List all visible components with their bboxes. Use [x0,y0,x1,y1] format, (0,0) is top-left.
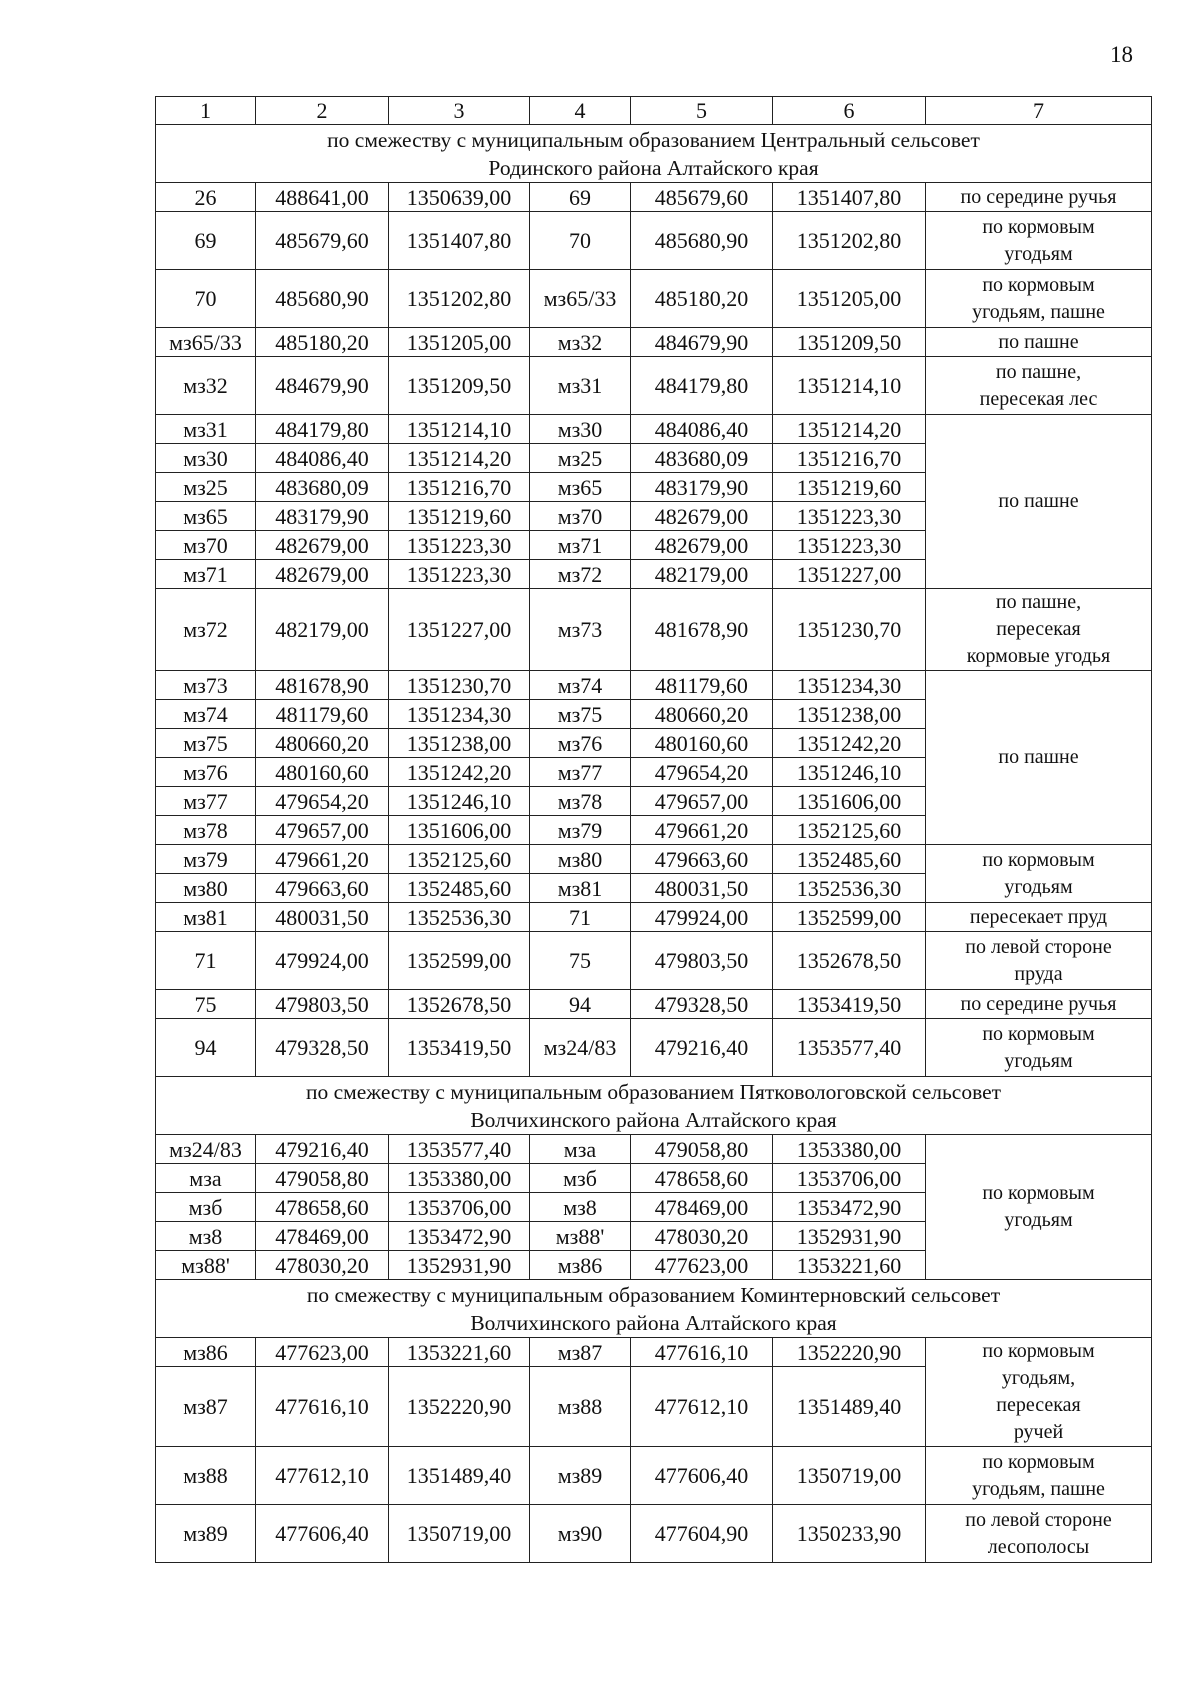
cell-x-to: 477612,10 [631,1367,773,1447]
cell-y-to: 1351238,00 [773,700,926,729]
description-line: по пашне, [995,360,1082,383]
cell-y-from: 1352485,60 [389,874,530,903]
cell-point-from: мз87 [156,1367,256,1447]
description-line: угодьям, пашне [972,1477,1105,1500]
table-row [156,1135,1152,1164]
cell-x-from: 484679,90 [256,357,389,415]
cell-point-from: 70 [156,270,256,328]
cell-point-from: мз80 [156,874,256,903]
cell-x-from: 485180,20 [256,328,389,357]
cell-y-from: 1350639,00 [389,183,530,212]
cell-point-from: мз75 [156,729,256,758]
description-line: угодьям, пашне [972,300,1105,323]
description-line: ручей [1013,1421,1064,1443]
cell-point-to: мз75 [530,700,631,729]
cell-x-from: 483680,09 [256,473,389,502]
cell-y-to: 1351202,80 [773,212,926,270]
cell-y-from: 1350719,00 [389,1505,530,1563]
cell-y-to: 1351219,60 [773,473,926,502]
cell-y-from: 1353419,50 [389,1019,530,1077]
description-line: по кормовым [982,1022,1095,1045]
cell-boundary-description [926,270,1152,328]
table-row [156,671,1152,700]
cell-boundary-description [926,415,1152,589]
cell-boundary-description [926,990,1152,1019]
cell-point-to: мз80 [530,845,631,874]
cell-y-to: 1352536,30 [773,874,926,903]
cell-x-to: 483680,09 [631,444,773,473]
cell-point-to: мз25 [530,444,631,473]
cell-point-from: мз25 [156,473,256,502]
cell-x-from: 479216,40 [256,1135,389,1164]
cell-y-from: 1351209,50 [389,357,530,415]
cell-y-to: 1353380,00 [773,1135,926,1164]
cell-x-from: 482679,00 [256,531,389,560]
cell-point-to: мз73 [530,589,631,671]
cell-x-from: 478030,20 [256,1251,389,1280]
cell-y-from: 1351202,80 [389,270,530,328]
cell-y-from: 1353380,00 [389,1164,530,1193]
cell-x-from: 483179,90 [256,502,389,531]
cell-point-from: мз31 [156,415,256,444]
cell-boundary-description [926,845,1152,903]
page-number: 18 [1110,42,1133,67]
cell-x-to: 483179,90 [631,473,773,502]
cell-point-from: мз65 [156,502,256,531]
cell-point-to: мз32 [530,328,631,357]
section-title [156,125,1152,183]
column-number: 4 [530,97,631,125]
cell-x-to: 478469,00 [631,1193,773,1222]
cell-x-to: 479661,20 [631,816,773,845]
cell-point-to: мз88 [530,1367,631,1447]
cell-point-from: 69 [156,212,256,270]
cell-x-from: 479924,00 [256,932,389,990]
cell-y-from: 1351214,20 [389,444,530,473]
column-number: 6 [773,97,926,125]
table-row [156,1505,1152,1563]
cell-y-to: 1353419,50 [773,990,926,1019]
description-line: пруда [1014,962,1063,985]
table-row [156,270,1152,328]
column-number: 7 [926,97,1152,125]
section-title [156,1077,1152,1135]
cell-point-from: мз32 [156,357,256,415]
cell-y-to: 1351223,30 [773,531,926,560]
cell-x-from: 479803,50 [256,990,389,1019]
cell-y-from: 1351407,80 [389,212,530,270]
cell-point-to: мз72 [530,560,631,589]
cell-y-from: 1351223,30 [389,531,530,560]
cell-x-to: 480160,60 [631,729,773,758]
description-line: угодьям [1004,242,1073,265]
cell-y-to: 1351216,70 [773,444,926,473]
description-line: по левой стороне [965,935,1112,958]
cell-point-to: мз81 [530,874,631,903]
cell-point-to: мза [530,1135,631,1164]
description-line: по кормовым [982,1182,1095,1204]
cell-x-from: 488641,00 [256,183,389,212]
cell-x-from: 479661,20 [256,845,389,874]
column-number: 3 [389,97,530,125]
cell-x-from: 480160,60 [256,758,389,787]
section-title-line: Волчихинского района Алтайского края [470,1107,837,1132]
cell-y-from: 1353472,90 [389,1222,530,1251]
cell-x-to: 479328,50 [631,990,773,1019]
cell-point-to: 69 [530,183,631,212]
cell-x-from: 479663,60 [256,874,389,903]
cell-point-from: мз70 [156,531,256,560]
section-header-row [156,125,1152,183]
cell-x-to: 480031,50 [631,874,773,903]
cell-x-from: 479328,50 [256,1019,389,1077]
cell-x-to: 485679,60 [631,183,773,212]
cell-x-from: 479657,00 [256,816,389,845]
cell-boundary-description [926,1505,1152,1563]
description-line: по пашне [998,490,1079,512]
table-row [156,357,1152,415]
cell-point-to: мз79 [530,816,631,845]
cell-point-from: мз24/83 [156,1135,256,1164]
description-line: угодьям [1004,1209,1073,1231]
cell-boundary-description [926,183,1152,212]
cell-point-to: мзб [530,1164,631,1193]
cell-y-from: 1351227,00 [389,589,530,671]
cell-x-from: 484179,80 [256,415,389,444]
cell-point-to: мз90 [530,1505,631,1563]
table-row [156,328,1152,357]
cell-point-to: мз8 [530,1193,631,1222]
section-title-line: Волчихинского района Алтайского края [470,1310,837,1335]
cell-boundary-description [926,357,1152,415]
cell-point-from: 71 [156,932,256,990]
cell-y-to: 1353221,60 [773,1251,926,1280]
section-header-row [156,1280,1152,1338]
cell-boundary-description [926,328,1152,357]
description-line: кормовые угодья [966,645,1111,667]
column-number-row [156,97,1152,125]
cell-point-from: 94 [156,1019,256,1077]
cell-point-to: мз65 [530,473,631,502]
cell-y-from: 1351223,30 [389,560,530,589]
description-line: пересекая лес [979,387,1098,410]
cell-x-to: 479657,00 [631,787,773,816]
cell-y-from: 1352599,00 [389,932,530,990]
cell-y-to: 1352485,60 [773,845,926,874]
cell-point-to: мз65/33 [530,270,631,328]
description-line: по кормовым [982,1450,1095,1473]
cell-y-to: 1351234,30 [773,671,926,700]
cell-point-to: мз70 [530,502,631,531]
cell-boundary-description [926,1447,1152,1505]
cell-point-to: мз88' [530,1222,631,1251]
cell-x-to: 479663,60 [631,845,773,874]
cell-point-from: 26 [156,183,256,212]
cell-point-from: мза [156,1164,256,1193]
cell-point-to: 94 [530,990,631,1019]
cell-x-from: 479654,20 [256,787,389,816]
cell-boundary-description [926,671,1152,845]
cell-point-from: мз30 [156,444,256,473]
cell-x-from: 477623,00 [256,1338,389,1367]
cell-x-to: 481678,90 [631,589,773,671]
table-row [156,589,1152,671]
cell-y-to: 1351246,10 [773,758,926,787]
cell-y-from: 1351234,30 [389,700,530,729]
cell-x-to: 484086,40 [631,415,773,444]
cell-point-to: мз30 [530,415,631,444]
cell-y-from: 1351216,70 [389,473,530,502]
table-row [156,1447,1152,1505]
cell-y-to: 1351223,30 [773,502,926,531]
cell-point-to: 70 [530,212,631,270]
cell-point-from: мз89 [156,1505,256,1563]
cell-point-to: 71 [530,903,631,932]
section-title [156,1280,1152,1338]
cell-y-from: 1352125,60 [389,845,530,874]
cell-point-to: мз31 [530,357,631,415]
cell-y-to: 1351209,50 [773,328,926,357]
cell-point-to: мз78 [530,787,631,816]
description-line: угодьям, [1001,1367,1076,1389]
cell-point-from: мз72 [156,589,256,671]
cell-x-from: 478658,60 [256,1193,389,1222]
cell-x-from: 481678,90 [256,671,389,700]
description-line: по середине ручья [960,992,1117,1015]
description-line: угодьям [1004,875,1073,898]
cell-point-from: мз71 [156,560,256,589]
cell-y-to: 1350233,90 [773,1505,926,1563]
cell-y-from: 1351205,00 [389,328,530,357]
column-number: 5 [631,97,773,125]
section-title-line: по смежеству с муниципальным образованием Центральный сельсовет [327,127,980,152]
cell-x-from: 477606,40 [256,1505,389,1563]
cell-y-to: 1351407,80 [773,183,926,212]
cell-y-to: 1353577,40 [773,1019,926,1077]
cell-x-to: 479216,40 [631,1019,773,1077]
cell-y-from: 1351606,00 [389,816,530,845]
cell-x-from: 482679,00 [256,560,389,589]
cell-point-from: мз86 [156,1338,256,1367]
cell-y-to: 1352220,90 [773,1338,926,1367]
cell-x-from: 479058,80 [256,1164,389,1193]
cell-y-to: 1351214,10 [773,357,926,415]
description-line: по пашне [998,746,1079,768]
cell-x-from: 480660,20 [256,729,389,758]
cell-boundary-description [926,212,1152,270]
cell-x-to: 484679,90 [631,328,773,357]
description-line: пересекая [996,618,1081,640]
cell-point-from: мз88' [156,1251,256,1280]
cell-point-to: мз86 [530,1251,631,1280]
cell-point-from: мз77 [156,787,256,816]
cell-x-from: 477612,10 [256,1447,389,1505]
column-number: 1 [156,97,256,125]
cell-x-to: 481179,60 [631,671,773,700]
cell-boundary-description [926,1135,1152,1280]
cell-point-from: мз8 [156,1222,256,1251]
cell-point-from: мз76 [156,758,256,787]
table-row [156,212,1152,270]
cell-y-from: 1353577,40 [389,1135,530,1164]
description-line: по середине ручья [960,185,1117,208]
cell-y-from: 1351242,20 [389,758,530,787]
cell-y-from: 1353221,60 [389,1338,530,1367]
cell-x-from: 481179,60 [256,700,389,729]
cell-y-to: 1351205,00 [773,270,926,328]
description-line: по пашне, [995,591,1082,613]
cell-y-to: 1352931,90 [773,1222,926,1251]
cell-x-to: 479924,00 [631,903,773,932]
cell-y-to: 1352125,60 [773,816,926,845]
cell-x-from: 485679,60 [256,212,389,270]
cell-boundary-description [926,589,1152,671]
cell-x-to: 482679,00 [631,531,773,560]
cell-y-to: 1352599,00 [773,903,926,932]
cell-x-from: 480031,50 [256,903,389,932]
cell-x-from: 485680,90 [256,270,389,328]
description-line: лесополосы [987,1535,1090,1558]
description-line: по кормовым [982,1340,1095,1362]
cell-x-to: 482679,00 [631,502,773,531]
cell-x-to: 484179,80 [631,357,773,415]
cell-point-to: 75 [530,932,631,990]
cell-y-from: 1351238,00 [389,729,530,758]
cell-x-to: 477623,00 [631,1251,773,1280]
cell-point-from: мз74 [156,700,256,729]
description-line: по кормовым [982,273,1095,296]
column-number: 2 [256,97,389,125]
table-row [156,1019,1152,1077]
cell-x-to: 477604,90 [631,1505,773,1563]
cell-x-to: 477616,10 [631,1338,773,1367]
cell-x-from: 484086,40 [256,444,389,473]
cell-y-from: 1352536,30 [389,903,530,932]
cell-y-to: 1351230,70 [773,589,926,671]
cell-point-from: мз79 [156,845,256,874]
cell-boundary-description [926,903,1152,932]
cell-x-to: 478658,60 [631,1164,773,1193]
table-row [156,1338,1152,1367]
table-row [156,415,1152,444]
cell-y-from: 1352220,90 [389,1367,530,1447]
table-row [156,903,1152,932]
cell-boundary-description [926,1019,1152,1077]
cell-x-to: 485680,90 [631,212,773,270]
cell-point-to: мз24/83 [530,1019,631,1077]
description-line: угодьям [1004,1049,1073,1072]
cell-x-to: 478030,20 [631,1222,773,1251]
cell-y-to: 1352678,50 [773,932,926,990]
cell-y-to: 1351606,00 [773,787,926,816]
cell-point-to: мз89 [530,1447,631,1505]
section-title-line: по смежеству с муниципальным образованием Коминтерновский сельсовет [306,1282,1001,1307]
cell-y-from: 1351214,10 [389,415,530,444]
description-line: по кормовым [982,215,1095,238]
boundary-coordinates-table [155,96,1152,1563]
cell-x-from: 477616,10 [256,1367,389,1447]
cell-y-from: 1351230,70 [389,671,530,700]
table-row [156,932,1152,990]
cell-point-from: мз88 [156,1447,256,1505]
table-row [156,845,1152,874]
cell-point-from: мз73 [156,671,256,700]
cell-x-to: 485180,20 [631,270,773,328]
cell-point-from: мз78 [156,816,256,845]
cell-x-to: 479058,80 [631,1135,773,1164]
section-title-line: по смежеству с муниципальным образованием Пятковологовской сельсовет [305,1079,1002,1104]
table-row [156,183,1152,212]
cell-y-from: 1353706,00 [389,1193,530,1222]
description-line: по левой стороне [965,1508,1112,1531]
cell-point-to: мз77 [530,758,631,787]
cell-y-to: 1351214,20 [773,415,926,444]
cell-y-to: 1351227,00 [773,560,926,589]
cell-point-from: мзб [156,1193,256,1222]
cell-point-to: мз71 [530,531,631,560]
cell-boundary-description [926,1338,1152,1447]
cell-y-from: 1351246,10 [389,787,530,816]
cell-x-to: 480660,20 [631,700,773,729]
cell-y-from: 1352678,50 [389,990,530,1019]
cell-x-from: 478469,00 [256,1222,389,1251]
table-row [156,990,1152,1019]
cell-point-from: мз81 [156,903,256,932]
description-line: пересекая [996,1394,1081,1416]
cell-y-from: 1352931,90 [389,1251,530,1280]
cell-y-from: 1351219,60 [389,502,530,531]
cell-x-to: 479654,20 [631,758,773,787]
section-header-row [156,1077,1152,1135]
description-line: по пашне [998,330,1079,353]
cell-x-to: 477606,40 [631,1447,773,1505]
description-line: пересекает пруд [969,905,1108,928]
cell-point-from: мз65/33 [156,328,256,357]
cell-y-to: 1350719,00 [773,1447,926,1505]
cell-y-to: 1351489,40 [773,1367,926,1447]
cell-point-to: мз87 [530,1338,631,1367]
cell-point-to: мз76 [530,729,631,758]
cell-x-to: 482179,00 [631,560,773,589]
cell-point-from: 75 [156,990,256,1019]
cell-boundary-description [926,932,1152,990]
cell-x-to: 479803,50 [631,932,773,990]
cell-x-from: 482179,00 [256,589,389,671]
cell-y-to: 1353472,90 [773,1193,926,1222]
cell-y-from: 1351489,40 [389,1447,530,1505]
description-line: по кормовым [982,848,1095,871]
section-title-line: Родинского района Алтайского края [488,155,819,180]
cell-y-to: 1351242,20 [773,729,926,758]
cell-point-to: мз74 [530,671,631,700]
cell-y-to: 1353706,00 [773,1164,926,1193]
